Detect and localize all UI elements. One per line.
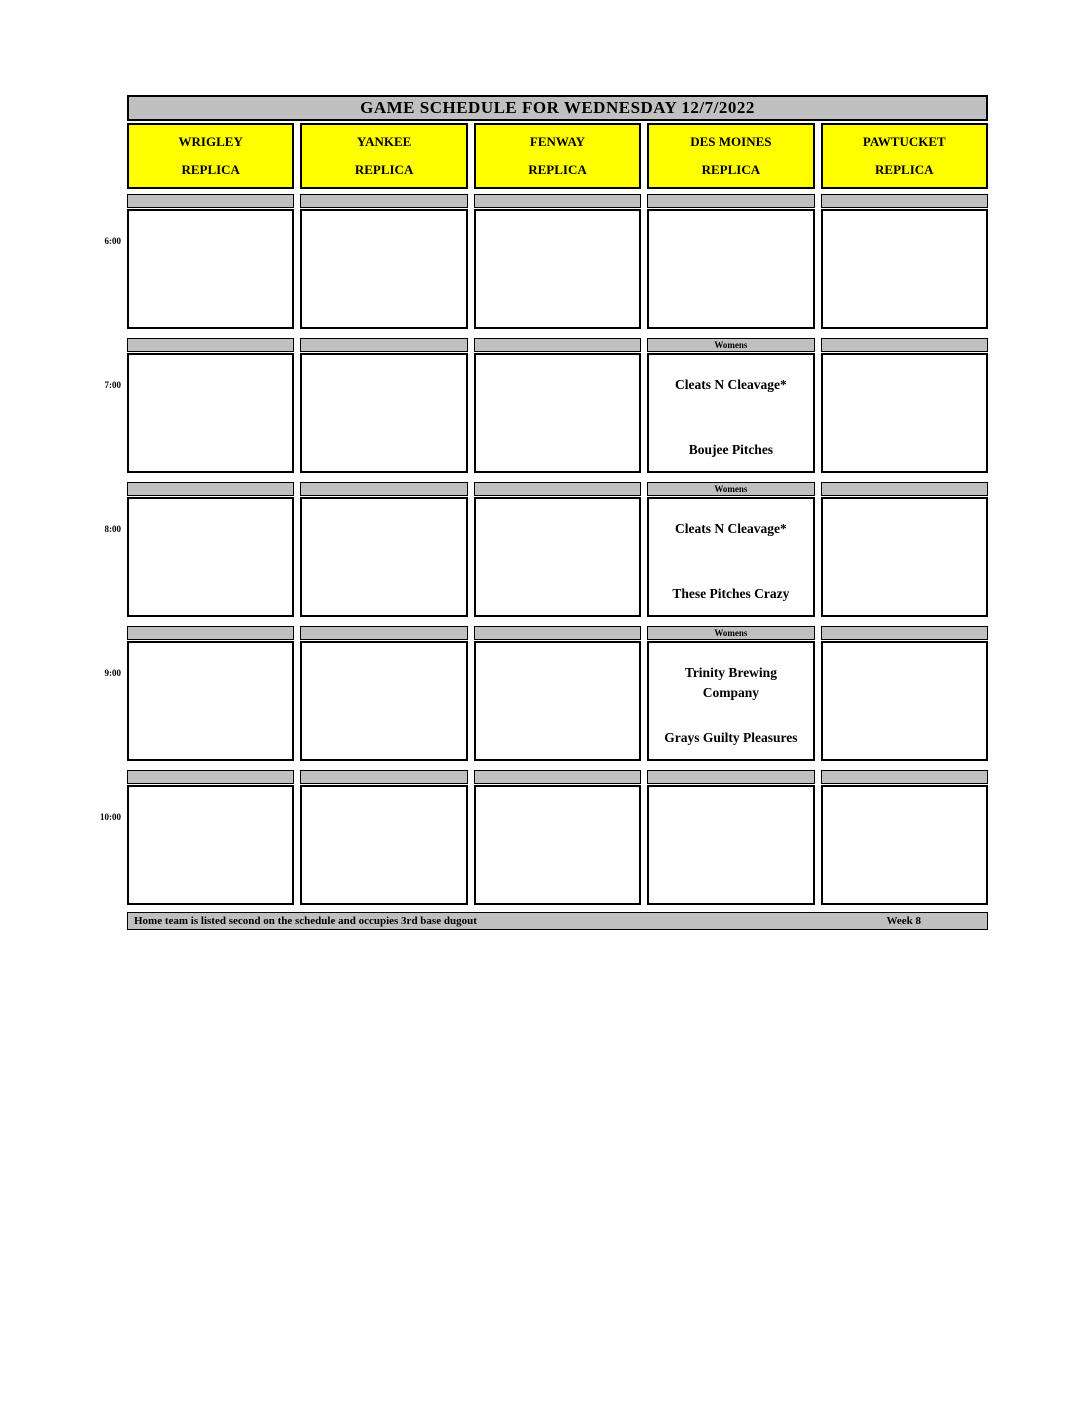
league-band: [300, 770, 467, 784]
league-band: Womens: [647, 626, 814, 640]
league-band: [127, 770, 294, 784]
game-cell: [821, 785, 988, 905]
home-team: Grays Guilty Pleasures: [664, 730, 798, 745]
time-label: 9:00: [104, 668, 121, 678]
game-cell: [647, 641, 814, 761]
game-cell: [821, 209, 988, 329]
game-cell-row: [127, 497, 988, 617]
league-band: [474, 626, 641, 640]
schedule-row-900: [104, 626, 988, 761]
week-label: Week 8: [886, 915, 921, 927]
league-band: [300, 482, 467, 496]
time-label: 10:00: [100, 812, 121, 822]
game-cell: [300, 641, 467, 761]
league-band: [821, 626, 988, 640]
column-header-wrigley: [127, 123, 294, 189]
away-team: Cleats N Cleavage*: [675, 521, 787, 536]
header-row: [127, 123, 988, 189]
game-cell: [474, 353, 641, 473]
away-team: Trinity Brewing Company: [684, 665, 777, 700]
footer-note: Home team is listed second on the schedule and occupies 3rd base dugout: [134, 915, 477, 927]
game-cell: [300, 209, 467, 329]
venue-name: WRIGLEY: [178, 134, 243, 149]
game-cell: [127, 353, 294, 473]
schedule-row-1000: [100, 770, 988, 905]
league-band: [300, 338, 467, 352]
league-band: [127, 626, 294, 640]
time-label: 7:00: [104, 380, 121, 390]
league-band: [821, 482, 988, 496]
time-label: 8:00: [104, 524, 121, 534]
league-band-row: [127, 338, 988, 352]
replica-label: REPLICA: [701, 162, 761, 177]
venue-name: DES MOINES: [690, 134, 772, 149]
league-band: [474, 482, 641, 496]
league-band: [474, 770, 641, 784]
column-header-fenway: [474, 123, 641, 189]
game-cell: [474, 785, 641, 905]
home-team: Boujee Pitches: [688, 442, 774, 457]
game-cell-row: [127, 785, 988, 905]
league-band-row: [127, 770, 988, 784]
replica-label: REPLICA: [354, 162, 414, 177]
column-header-yankee: [300, 123, 467, 189]
league-band: [474, 338, 641, 352]
league-band-row: [127, 626, 988, 640]
game-cell: [647, 497, 814, 617]
league-band: [821, 194, 988, 208]
league-band: Womens: [647, 482, 814, 496]
column-header-des-moines: [647, 123, 814, 189]
game-cell: [127, 497, 294, 617]
game-cell: [821, 353, 988, 473]
away-team: Cleats N Cleavage*: [675, 377, 787, 392]
game-cell-row: [127, 209, 988, 329]
venue-name: FENWAY: [529, 134, 586, 149]
league-band-row: [127, 194, 988, 208]
game-cell: [300, 785, 467, 905]
game-cell: [647, 209, 814, 329]
league-band: [821, 770, 988, 784]
league-band: Womens: [647, 338, 814, 352]
league-band: [474, 194, 641, 208]
league-band: [300, 626, 467, 640]
column-header-pawtucket: [821, 123, 988, 189]
game-cell: [127, 641, 294, 761]
game-cell-row: [127, 353, 988, 473]
game-cell: [300, 353, 467, 473]
replica-label: REPLICA: [875, 162, 934, 177]
game-cell: [821, 641, 988, 761]
schedule-row-600: [104, 194, 988, 329]
time-label: 6:00: [104, 236, 121, 246]
league-band: [127, 338, 294, 352]
home-team: These Pitches Crazy: [672, 586, 790, 601]
league-band: [821, 338, 988, 352]
game-cell: [474, 641, 641, 761]
game-cell: [127, 209, 294, 329]
game-cell: [821, 497, 988, 617]
league-band-row: [127, 482, 988, 496]
game-cell: [474, 209, 641, 329]
footer-bar: [127, 912, 988, 930]
league-band: [127, 482, 294, 496]
schedule-row-700: [104, 338, 988, 473]
game-cell: [647, 353, 814, 473]
game-cell: [474, 497, 641, 617]
schedule-row-800: [104, 482, 988, 617]
venue-name: YANKEE: [356, 134, 412, 149]
league-band: [647, 194, 814, 208]
replica-label: REPLICA: [181, 162, 240, 177]
schedule-table: [100, 95, 988, 930]
page-title: GAME SCHEDULE FOR WEDNESDAY 12/7/2022: [127, 95, 988, 121]
league-band: [647, 770, 814, 784]
game-cell: [300, 497, 467, 617]
replica-label: REPLICA: [528, 162, 587, 177]
game-cell: [127, 785, 294, 905]
game-cell-row: [127, 641, 988, 761]
league-band: [300, 194, 467, 208]
game-cell: [647, 785, 814, 905]
venue-name: PAWTUCKET: [862, 134, 946, 149]
league-band: [127, 194, 294, 208]
